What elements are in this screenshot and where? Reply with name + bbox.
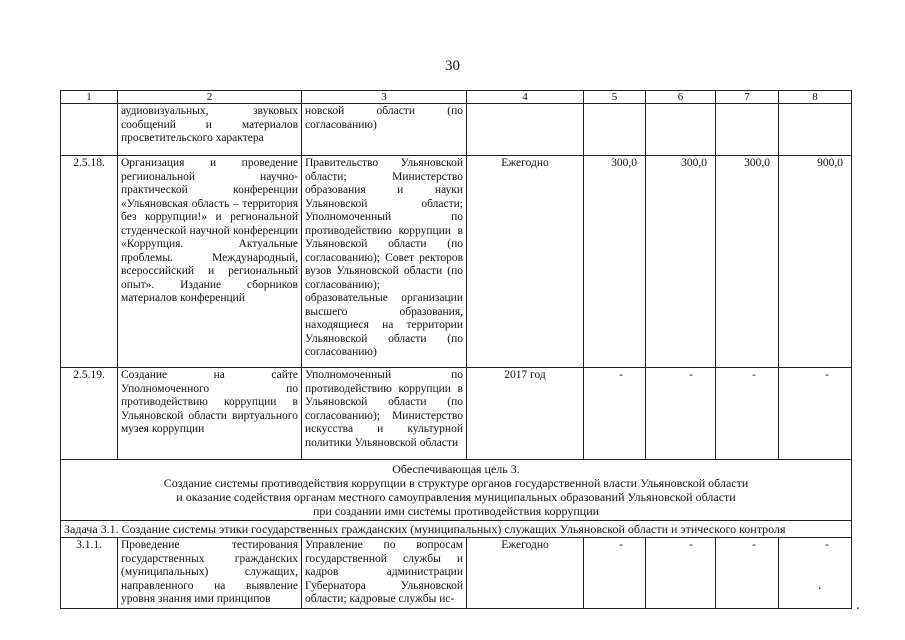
page-number: 30 bbox=[445, 58, 460, 74]
value-col7: 300,0 bbox=[716, 156, 779, 368]
value-col6: - bbox=[646, 368, 716, 460]
executor: Правительство Ульяновской области; Министерство образования и науки Ульяновской области; Уполномоченный по противодействию коррупции в Ульяновской области (по согласованию); Совет ректоров вузов Ульяновской области (по согласованию); образовательные организации высшего образования, находящиеся на территории Ульяновской области (по согласованию) bbox=[302, 156, 467, 368]
value-col7: - bbox=[716, 538, 779, 609]
value-col8 bbox=[779, 104, 852, 156]
table-row bbox=[61, 104, 852, 156]
goal-title: Обеспечивающая цель 3. bbox=[392, 462, 520, 476]
value-col5: - bbox=[584, 538, 646, 609]
executor: Управление по вопросам государственной службы и кадров администрации Губернатора Ульяновской области; кадровые службы ис- bbox=[302, 538, 467, 609]
header-cell: 8 bbox=[779, 91, 852, 104]
goal-line: при создании ими системы противодействия коррупции bbox=[312, 504, 600, 518]
activity-name: Создание на сайте Уполномоченного по противодействию коррупции в Ульяновской области виртуального музея коррупции bbox=[118, 368, 302, 460]
header-cell: 6 bbox=[646, 91, 716, 104]
task-row bbox=[61, 521, 852, 538]
value-col7 bbox=[716, 104, 779, 156]
header-cell: 5 bbox=[584, 91, 646, 104]
header-cell: 7 bbox=[716, 91, 779, 104]
row-number: 2.5.19. bbox=[61, 368, 118, 460]
table-row bbox=[61, 538, 852, 609]
task-cell: Задача 3.1. Создание системы этики государственных гражданских (муниципальных) служащих Ульяновской области и этического контроля bbox=[61, 521, 852, 538]
table-row bbox=[61, 156, 852, 368]
program-table bbox=[60, 90, 852, 609]
row-number: 2.5.18. bbox=[61, 156, 118, 368]
header-cell: 1 bbox=[61, 91, 118, 104]
activity-name: Проведение тестирования государственных гражданских (муниципальных) служащих, направленного на выявление уровня знания ими принципов bbox=[118, 538, 302, 609]
value-col6 bbox=[646, 104, 716, 156]
header-cell: 3 bbox=[302, 91, 467, 104]
value-col7: - bbox=[716, 368, 779, 460]
value-col5: - bbox=[584, 368, 646, 460]
goal-line: и оказание содействия органам местного самоуправления муниципальных образований Ульяновской области bbox=[176, 490, 736, 504]
header-row bbox=[61, 91, 852, 104]
row-number bbox=[61, 104, 118, 156]
goal-cell bbox=[61, 460, 852, 521]
term: 2017 год bbox=[467, 368, 584, 460]
value-col8: - bbox=[779, 368, 852, 460]
term: Ежегодно bbox=[467, 156, 584, 368]
goal-row bbox=[61, 460, 852, 521]
activity-name: Организация и проведение регииональной научно-практической конференции «Ульяновская область – территория без коррупции!» и региональной студенческой научной конференции «Коррупция. Актуальные проблемы. Международный, всероссийский и региональный опыт». Издание сборников материалов конференций bbox=[118, 156, 302, 368]
activity-name: аудиовизуальных, звуковых сообщений и материалов просветительского характера bbox=[118, 104, 302, 156]
row-number: 3.1.1. bbox=[61, 538, 118, 609]
header-cell: 4 bbox=[467, 91, 584, 104]
executor: Уполномоченный по противодействию коррупции в Ульяновской области (по согласованию); Министерство искусства и культурной политики Ульяновской области bbox=[302, 368, 467, 460]
value-col8: 900,0 bbox=[779, 156, 852, 368]
header-cell: 2 bbox=[118, 91, 302, 104]
value-col6: 300,0 bbox=[646, 156, 716, 368]
goal-line: Создание системы противодействия коррупции в структуре органов государственной власти Ульяновской области bbox=[163, 476, 749, 490]
table-row bbox=[61, 368, 852, 460]
value-col6: - bbox=[646, 538, 716, 609]
executor: новской области (по согласованию) bbox=[302, 104, 467, 156]
term bbox=[467, 104, 584, 156]
scan-speck: . bbox=[856, 598, 860, 613]
term: Ежегодно bbox=[467, 538, 584, 609]
value-col8: - bbox=[779, 538, 852, 609]
value-col5 bbox=[584, 104, 646, 156]
value-col5: 300,0 bbox=[584, 156, 646, 368]
scan-speck: . bbox=[818, 578, 822, 593]
